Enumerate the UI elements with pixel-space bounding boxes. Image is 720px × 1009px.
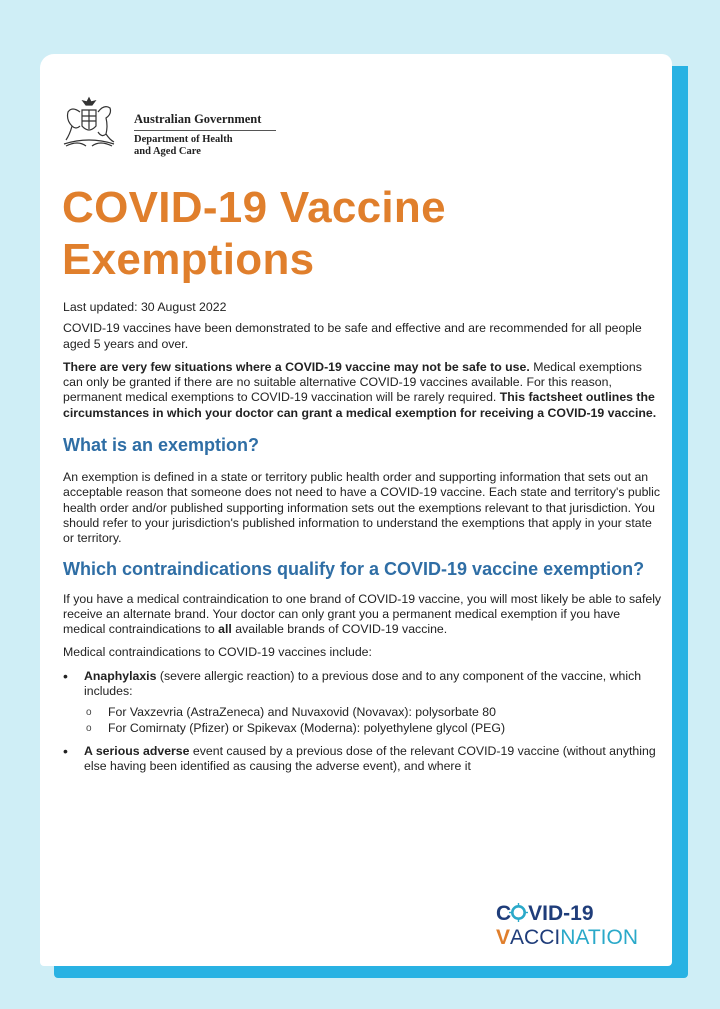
contraindication-list xyxy=(63,669,663,775)
logo-virus-o-icon xyxy=(512,906,524,918)
svg-text:CVID-19 xyxy=(496,902,594,925)
sub-list xyxy=(84,705,663,736)
logo-acci: ACCI xyxy=(510,926,561,949)
svg-text:VACCINATION xyxy=(496,926,638,949)
heading-what-is-exemption: What is an exemption? xyxy=(63,435,260,456)
sub-list-item: o For Comirnaty (Pfizer) or Spikevax (Moderna): polyethylene glycol (PEG) xyxy=(84,721,663,736)
list-item xyxy=(63,669,663,736)
logo-vid: VID-19 xyxy=(528,902,594,925)
covid-vaccination-logo xyxy=(496,900,662,950)
contraindication-text-start: If you have a medical contraindication to one brand of COVID-19 vaccine, you will most likely be able to safely receive an alternate brand. Your doctor can only grant you a permanent medical exemption if you have medical contraindications to xyxy=(63,591,662,637)
anaphylaxis-text: (severe allergic reaction) to a previous dose and to any component of the vaccine, which includes: xyxy=(84,668,642,699)
government-name: Australian Government xyxy=(134,112,276,131)
safety-middle: Medical exemptions can only be granted if there are no suitable alternative COVID-19 vaccines available. For this reason, permanent medical exemptions to COVID-19 vaccination will be rarely required. xyxy=(63,359,642,405)
logo-c: C xyxy=(496,902,512,925)
page-title xyxy=(62,182,446,286)
list-item xyxy=(63,744,663,775)
contraindication-paragraph xyxy=(63,592,663,638)
adverse-event-term: A serious adverse xyxy=(84,743,190,758)
exemption-definition-paragraph: An exemption is defined in a state or territory public health order and supporting information that sets out an acceptable reason that someone does not need to have a COVID-19 vaccine. Each state and territory's public health order and/or published supporting information sets out the exemptions relevant to that jurisdiction. You should refer to your jurisdiction's published information to understand the exemptions that apply in your state or territory. xyxy=(63,470,661,546)
logo-v: V xyxy=(496,926,511,949)
contraindication-bold-all: all xyxy=(218,622,232,637)
department-line-1: Department of Health xyxy=(134,134,233,145)
document-page xyxy=(40,54,672,966)
safety-bold-end: This factsheet outlines the circumstances in which your doctor can grant a medical exemption for receiving a COVID-19 vaccine. xyxy=(63,390,657,420)
contraindication-text-end: available brands of COVID-19 vaccine. xyxy=(231,622,448,637)
intro-paragraph: COVID-19 vaccines have been demonstrated to be safe and effective and are recommended for all people aged 5 years and over. xyxy=(63,321,642,351)
sub-list-item: o For Vaxzevria (AstraZeneca) and Nuvaxovid (Novavax): polysorbate 80 xyxy=(84,705,663,720)
list-intro: Medical contraindications to COVID-19 vaccines include: xyxy=(63,645,372,660)
document-body xyxy=(63,300,663,783)
government-text xyxy=(134,112,276,158)
department-line-2: and Aged Care xyxy=(134,146,201,157)
safety-paragraph xyxy=(63,360,663,421)
title-line-2: Exemptions xyxy=(62,235,315,284)
logo-nation: NATION xyxy=(560,926,638,949)
heading-contraindications: Which contraindications qualify for a COVID-19 vaccine exemption? xyxy=(63,558,645,579)
adverse-event-text: event caused by a previous dose of the relevant COVID-19 vaccine (without anything else having been identified as causing the adverse event), and where it xyxy=(84,743,656,774)
coat-of-arms-icon xyxy=(60,96,118,152)
last-updated: Last updated: 30 August 2022 xyxy=(63,300,227,314)
title-line-1: COVID-19 Vaccine xyxy=(62,183,446,232)
department-name xyxy=(134,134,276,158)
government-header xyxy=(60,96,276,158)
anaphylaxis-term: Anaphylaxis xyxy=(84,668,157,683)
safety-bold-lead: There are very few situations where a COVID-19 vaccine may not be safe to use. xyxy=(63,359,530,374)
